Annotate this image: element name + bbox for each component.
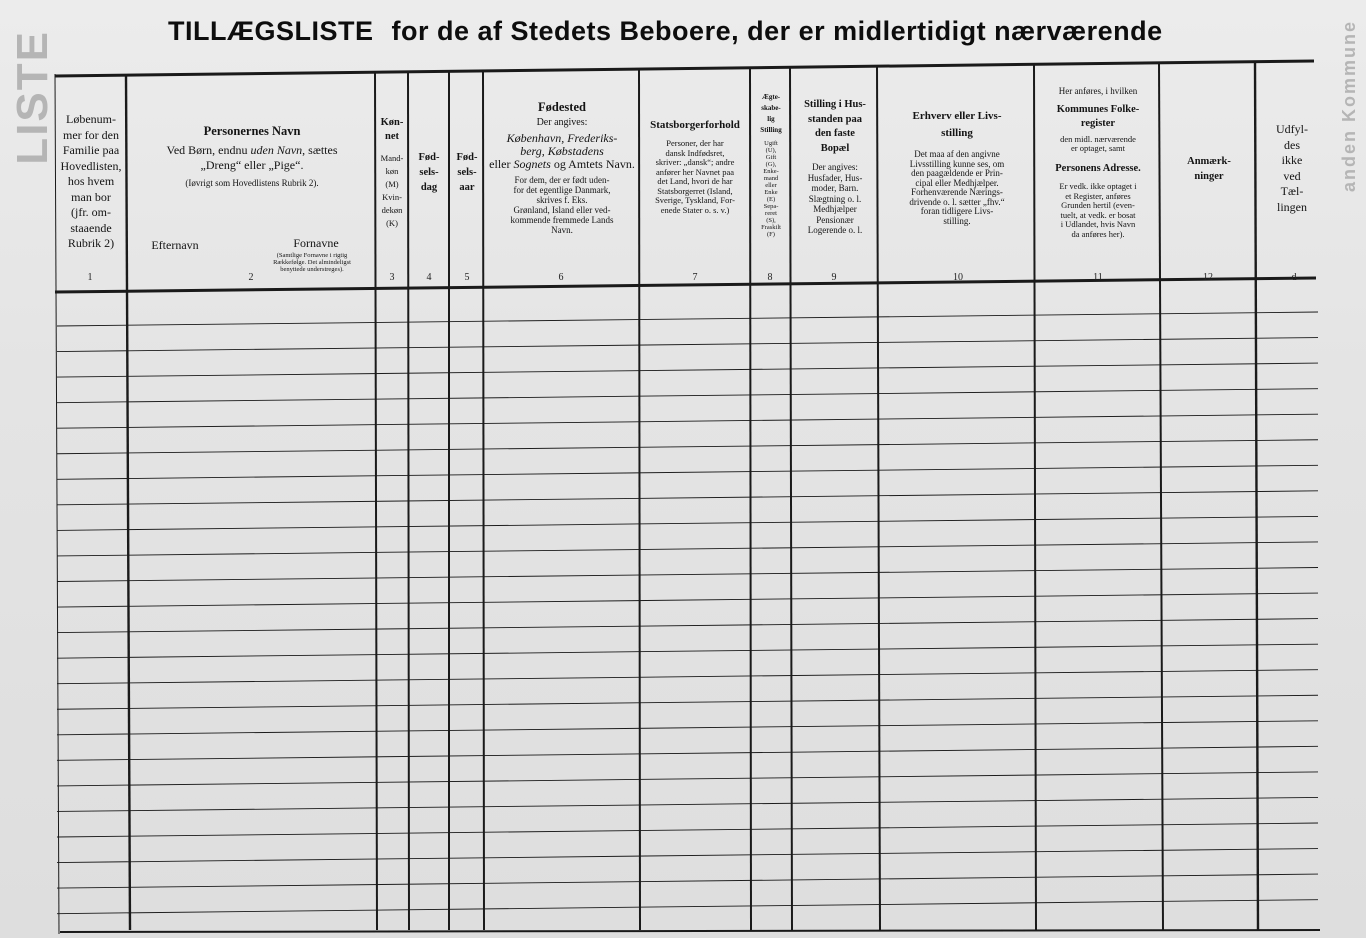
col-2-line2: „Dreng“ eller „Pige“. xyxy=(200,158,304,172)
col-number-d: d xyxy=(1291,272,1297,283)
col-number-1: 1 xyxy=(87,272,93,283)
col-d-header: Udfyl- des ikke ved Tæl- lingen xyxy=(1276,122,1308,214)
col-1-text: Løbenum- mer for den Familie paa Hovedlisten, hos hvem man bor (jfr. om- staaende Rubrik 2) xyxy=(60,112,122,250)
column-rule xyxy=(1255,62,1258,930)
row-rule xyxy=(57,491,1318,505)
row-rule xyxy=(57,874,1318,888)
row-rule xyxy=(57,619,1318,633)
row-rule xyxy=(57,516,1318,530)
column-rule xyxy=(639,69,640,930)
row-rule xyxy=(57,721,1318,735)
row-rule xyxy=(57,823,1318,837)
column-rule xyxy=(1159,63,1163,930)
row-rule xyxy=(57,363,1318,377)
bottom-rule xyxy=(60,930,1320,932)
col-2-header xyxy=(132,124,372,189)
top-rule xyxy=(55,61,1314,76)
row-rule xyxy=(57,593,1318,607)
row-rule xyxy=(57,389,1318,403)
col-8-header: Ægte- skabe- lig Stilling Ugift (U), Gift (G), Enke- mand eller Enke (E) Sepa- reret (S), Fraskilt (F) xyxy=(760,93,782,238)
col-7-header: Statsborgerforhold Personer, der har dansk Indfødsret, skriver: „dansk“; andre anfører her Navnet paa det Land, hvori de har Statsborgerret (Island, Sverige, Tyskland, For- enede Stater o. s. v.) xyxy=(650,119,740,215)
col-2-line3: (Iøvrigt som Hovedlistens Rubrik 2). xyxy=(185,178,319,188)
row-rule xyxy=(57,772,1318,786)
row-rule xyxy=(57,900,1318,914)
col-number-7: 7 xyxy=(692,272,698,283)
col-11-header: Her anføres, i hvilken Kommunes Folke- register den midl. nærværende er optaget, samt Personens Adresse. Er vedk. ikke optaget i et Register, anføres Grunden hertil (even- tuelt, at vedk. er bosat i Udlandet, hvis Navn da anføres her). xyxy=(1055,86,1141,239)
column-rule xyxy=(790,67,792,930)
col-12-header: Anmærk- ninger xyxy=(1187,156,1231,182)
col-number-11: 11 xyxy=(1093,272,1103,283)
row-rule xyxy=(57,849,1318,863)
row-rule xyxy=(57,746,1318,760)
column-rule xyxy=(750,68,751,930)
col-number-3: 3 xyxy=(389,272,395,283)
col-10-header: Erhverv eller Livs- stilling Det maa af den angivne Livsstilling kunne ses, om den paagældende er Prin- cipal eller Medhjælper. Forhenværende Nærings- drivende o. l. sætter „fhv.“ foran tidligere Livs- stilling. xyxy=(909,110,1005,226)
col-number-4: 4 xyxy=(426,272,432,283)
title-main: TILLÆGSLISTE xyxy=(168,16,374,46)
title-rest: for de af Stedets Beboere, der er midlertidigt nærværende xyxy=(383,16,1163,46)
col-2-title: Personernes Navn xyxy=(203,124,301,138)
col-number-9: 9 xyxy=(831,272,837,283)
row-rule xyxy=(57,440,1318,454)
col-6-header: Fødested Der angives: København, Frederiks- berg, Købstadens eller Sognets og Amtets Navn. For dem, der er født uden- for det egentlige Danmark, skrives f. Eks. Grønland, Island eller ved- kommende fremmede Lands Navn. xyxy=(489,100,635,235)
row-rule xyxy=(57,695,1318,709)
row-rule xyxy=(57,670,1318,684)
col-2-surname-label: Efternavn xyxy=(151,240,199,251)
col-number-8: 8 xyxy=(767,272,773,283)
column-rule xyxy=(877,66,880,930)
col-number-6: 6 xyxy=(558,272,564,283)
row-rule xyxy=(57,338,1318,352)
col-number-2: 2 xyxy=(248,272,254,283)
row-rule xyxy=(57,568,1318,582)
col-number-10: 10 xyxy=(953,272,963,283)
col-4-header: Fød- sels- dag xyxy=(418,152,440,193)
col-3-header: Køn- net Mand- køn (M) Kvin- dekøn (K) xyxy=(380,117,404,228)
col-2-firstname-note: (Samtlige Fornavne i rigtig Rækkefølge. Det almindeligst benyttede understreges). xyxy=(273,252,351,273)
row-rule xyxy=(57,797,1318,811)
row-rule xyxy=(57,312,1318,326)
row-rule xyxy=(57,542,1318,556)
col-2-line1: Ved Børn, endnu uden Navn, sættes xyxy=(166,143,338,157)
col-1-header xyxy=(54,112,128,252)
bleed-through-text-left: LISTE xyxy=(8,30,57,165)
col-5-header: Fød- sels- aar xyxy=(456,152,478,193)
bleed-through-text-right: anden Kommune xyxy=(1339,20,1359,193)
col-2-firstname-label: Fornavne xyxy=(293,238,339,249)
row-rule xyxy=(57,414,1318,428)
row-rule xyxy=(57,644,1318,658)
col-9-header: Stilling i Hus- standen paa den faste Bopæl Der angives: Husfader, Hus- moder, Barn. Slægtning o. l. Medhjælper Pensionær Logerende o. l. xyxy=(804,99,866,235)
col-number-5: 5 xyxy=(464,272,470,283)
col-number-12: 12 xyxy=(1203,272,1213,283)
row-rule xyxy=(57,465,1318,479)
